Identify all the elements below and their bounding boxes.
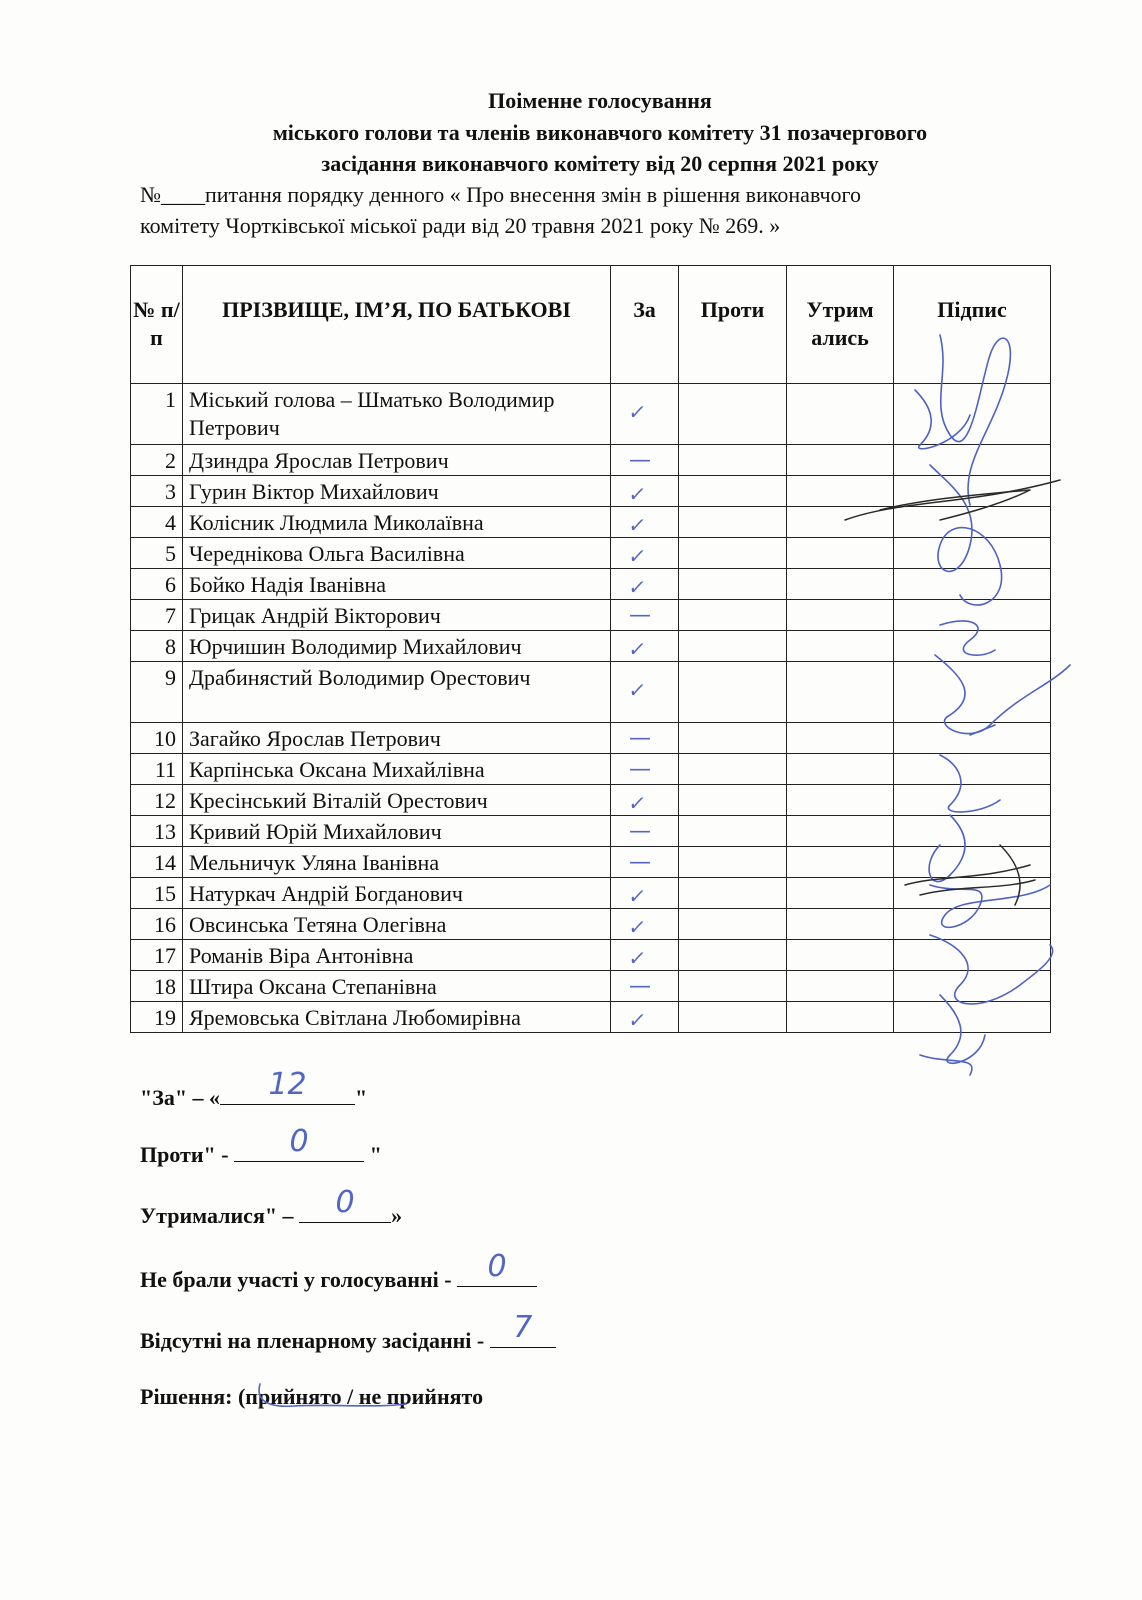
tally-ne-braly <box>140 1249 537 1295</box>
signature-cell <box>894 785 1051 816</box>
tally-utrym <box>140 1185 403 1231</box>
row-number: 13 <box>131 816 183 847</box>
doc-title-line2: міського голови та членів виконавчого комітету 31 позачергового <box>272 120 928 145</box>
tally-proty-label: Проти" - <box>140 1142 235 1167</box>
vote-proty-cell <box>679 476 787 507</box>
checkmark-icon: ✓ <box>626 544 648 568</box>
header-proty: Проти <box>679 266 787 384</box>
member-name: Кривий Юрій Михайлович <box>183 816 611 847</box>
vote-utrym-cell <box>787 662 894 723</box>
table-row <box>131 723 1051 754</box>
header-name: ПРІЗВИЩЕ, ІМ’Я, ПО БАТЬКОВІ <box>183 266 611 384</box>
table-row <box>131 847 1051 878</box>
vote-za-cell <box>611 785 679 816</box>
row-number: 7 <box>131 600 183 631</box>
row-number: 15 <box>131 878 183 909</box>
doc-title-line3: засідання виконавчого комітету від 20 серпня 2021 року <box>321 151 879 176</box>
vote-proty-cell <box>679 816 787 847</box>
signature-cell <box>894 847 1051 878</box>
row-number: 18 <box>131 971 183 1002</box>
table-row <box>131 878 1051 909</box>
vote-proty-cell <box>679 847 787 878</box>
vote-proty-cell <box>679 1002 787 1033</box>
vote-za-cell <box>611 878 679 909</box>
table-row <box>131 662 1051 723</box>
table-row <box>131 909 1051 940</box>
vote-proty-cell <box>679 785 787 816</box>
vote-proty-cell <box>679 662 787 723</box>
signature-cell <box>894 754 1051 785</box>
row-number: 17 <box>131 940 183 971</box>
checkmark-icon: ✓ <box>626 946 648 970</box>
table-row <box>131 476 1051 507</box>
member-name: Гурин Віктор Михайлович <box>183 476 611 507</box>
tally-utrym-end: » <box>391 1203 403 1228</box>
checkmark-icon: ✓ <box>626 1008 648 1032</box>
member-name: Драбинястий Володимир Орестович <box>183 662 611 723</box>
signature-cell <box>894 476 1051 507</box>
member-name: Дзиндра Ярослав Петрович <box>183 445 611 476</box>
header-za: За <box>611 266 679 384</box>
vote-za-cell <box>611 507 679 538</box>
dash-mark: — <box>629 603 651 628</box>
tally-vidsutni-field <box>490 1310 556 1348</box>
table-row <box>131 384 1051 445</box>
header-pidpys: Підпис <box>894 266 1051 384</box>
vote-utrym-cell <box>787 384 894 445</box>
agenda-subject <box>140 179 1070 241</box>
doc-title: Поіменне голосування <box>488 88 712 113</box>
table-row <box>131 1002 1051 1033</box>
header-num: № п/п <box>131 266 183 384</box>
vote-za-cell <box>611 569 679 600</box>
vote-proty-cell <box>679 507 787 538</box>
vote-proty-cell <box>679 569 787 600</box>
signature-cell <box>894 723 1051 754</box>
vote-proty-cell <box>679 723 787 754</box>
signature-cell <box>894 662 1051 723</box>
vote-utrym-cell <box>787 754 894 785</box>
vote-utrym-cell <box>787 569 894 600</box>
vote-utrym-cell <box>787 847 894 878</box>
tally-za-field <box>220 1067 355 1105</box>
vote-proty-cell <box>679 538 787 569</box>
signature-cell <box>894 971 1051 1002</box>
vote-utrym-cell <box>787 507 894 538</box>
signature-cell <box>894 816 1051 847</box>
table-row <box>131 507 1051 538</box>
table-row <box>131 940 1051 971</box>
checkmark-icon: ✓ <box>626 513 648 537</box>
vote-za-cell <box>611 1002 679 1033</box>
tally-proty <box>140 1124 382 1170</box>
checkmark-icon: ✓ <box>626 884 648 908</box>
vote-proty-cell <box>679 909 787 940</box>
vote-za-cell <box>611 662 679 723</box>
member-name: Мельничук Уляна Іванівна <box>183 847 611 878</box>
dash-mark: — <box>629 757 651 782</box>
row-number: 3 <box>131 476 183 507</box>
tally-utrym-field <box>299 1185 391 1223</box>
tally-za-value: 12 <box>268 1067 307 1102</box>
dash-mark: — <box>629 448 651 473</box>
signature-cell <box>894 569 1051 600</box>
vote-utrym-cell <box>787 476 894 507</box>
row-number: 8 <box>131 631 183 662</box>
row-number: 6 <box>131 569 183 600</box>
vote-za-cell <box>611 384 679 445</box>
signature-cell <box>894 878 1051 909</box>
tally-ne-braly-value: 0 <box>487 1249 507 1284</box>
member-name: Овсинська Тетяна Олегівна <box>183 909 611 940</box>
row-number: 19 <box>131 1002 183 1033</box>
vote-za-cell <box>611 600 679 631</box>
checkmark-icon: ✓ <box>626 637 648 661</box>
checkmark-icon: ✓ <box>626 791 648 815</box>
vote-za-cell <box>611 847 679 878</box>
signature-cell <box>894 909 1051 940</box>
row-number: 5 <box>131 538 183 569</box>
vote-za-cell <box>611 723 679 754</box>
vote-utrym-cell <box>787 878 894 909</box>
checkmark-icon: ✓ <box>626 482 648 506</box>
member-name: Міський голова – Шматько Володимир Петрович <box>183 384 611 445</box>
tally-proty-field <box>234 1124 364 1162</box>
vote-za-cell <box>611 631 679 662</box>
vote-utrym-cell <box>787 909 894 940</box>
vote-utrym-cell <box>787 785 894 816</box>
member-name: Кресінський Віталій Орестович <box>183 785 611 816</box>
vote-utrym-cell <box>787 538 894 569</box>
tally-za-end: " <box>355 1085 368 1110</box>
tally-za <box>140 1067 368 1113</box>
vote-za-cell <box>611 971 679 1002</box>
tally-proty-end: " <box>364 1142 382 1167</box>
agenda-subject-line1: №____питання порядку денного « Про внесення змін в рішення виконавчого <box>140 182 862 207</box>
voting-table <box>130 265 1051 1033</box>
tally-proty-value: 0 <box>289 1124 309 1159</box>
vote-utrym-cell <box>787 971 894 1002</box>
table-row <box>131 785 1051 816</box>
tally-vidsutni-label: Відсутні на пленарному засіданні - <box>140 1328 490 1353</box>
vote-utrym-cell <box>787 631 894 662</box>
vote-proty-cell <box>679 971 787 1002</box>
signature-cell <box>894 600 1051 631</box>
vote-utrym-cell <box>787 940 894 971</box>
signature-cell <box>894 940 1051 971</box>
signature-cell <box>894 507 1051 538</box>
vote-za-cell <box>611 754 679 785</box>
member-name: Колісник Людмила Миколаївна <box>183 507 611 538</box>
member-name: Бойко Надія Іванівна <box>183 569 611 600</box>
row-number: 4 <box>131 507 183 538</box>
tally-vidsutni <box>140 1310 556 1356</box>
vote-utrym-cell <box>787 445 894 476</box>
tally-ne-braly-label: Не брали участі у голосуванні - <box>140 1267 458 1292</box>
vote-utrym-cell <box>787 723 894 754</box>
table-row <box>131 971 1051 1002</box>
vote-proty-cell <box>679 384 787 445</box>
member-name: Штира Оксана Степанівна <box>183 971 611 1002</box>
table-row <box>131 538 1051 569</box>
tally-za-label: "За" – « <box>140 1085 221 1110</box>
dash-mark: — <box>629 726 651 751</box>
vote-za-cell <box>611 538 679 569</box>
vote-za-cell <box>611 445 679 476</box>
row-number: 12 <box>131 785 183 816</box>
dash-mark: — <box>629 819 651 844</box>
row-number: 11 <box>131 754 183 785</box>
checkmark-icon: ✓ <box>626 575 648 599</box>
row-number: 14 <box>131 847 183 878</box>
vote-utrym-cell <box>787 816 894 847</box>
vote-za-cell <box>611 909 679 940</box>
table-row <box>131 600 1051 631</box>
vote-utrym-cell <box>787 600 894 631</box>
vote-za-cell <box>611 476 679 507</box>
row-number: 9 <box>131 662 183 723</box>
table-header-row <box>131 266 1051 384</box>
member-name: Грицак Андрій Вікторович <box>183 600 611 631</box>
signature-cell <box>894 1002 1051 1033</box>
row-number: 1 <box>131 384 183 445</box>
vote-proty-cell <box>679 631 787 662</box>
vote-utrym-cell <box>787 1002 894 1033</box>
signature-cell <box>894 631 1051 662</box>
tally-vidsutni-value: 7 <box>513 1310 533 1345</box>
header-utrym: Утрим ались <box>787 266 894 384</box>
row-number: 10 <box>131 723 183 754</box>
member-name: Натуркач Андрій Богданович <box>183 878 611 909</box>
table-row <box>131 816 1051 847</box>
vote-proty-cell <box>679 878 787 909</box>
signature-cell <box>894 384 1051 445</box>
vote-proty-cell <box>679 600 787 631</box>
vote-proty-cell <box>679 754 787 785</box>
signature-cell <box>894 445 1051 476</box>
vote-proty-cell <box>679 940 787 971</box>
member-name: Романів Віра Антонівна <box>183 940 611 971</box>
vote-za-cell <box>611 816 679 847</box>
vote-proty-cell <box>679 445 787 476</box>
dash-mark: — <box>629 974 651 999</box>
table-row <box>131 445 1051 476</box>
member-name: Череднікова Ольга Василівна <box>183 538 611 569</box>
table-row <box>131 631 1051 662</box>
row-number: 16 <box>131 909 183 940</box>
checkmark-icon: ✓ <box>626 678 648 702</box>
tally-utrym-value: 0 <box>335 1185 355 1220</box>
member-name: Загайко Ярослав Петрович <box>183 723 611 754</box>
agenda-subject-line2: комітету Чортківської міської ради від 20 травня 2021 року № 269. » <box>140 213 781 238</box>
row-number: 2 <box>131 445 183 476</box>
tally-ne-braly-field <box>457 1249 537 1287</box>
table-row <box>131 569 1051 600</box>
checkmark-icon: ✓ <box>626 400 648 424</box>
decision-line: Рішення: (прийнято / не прийнято <box>140 1384 484 1409</box>
dash-mark: — <box>629 850 651 875</box>
member-name: Яремовська Світлана Любомирівна <box>183 1002 611 1033</box>
table-row <box>131 754 1051 785</box>
checkmark-icon: ✓ <box>626 915 648 939</box>
member-name: Карпінська Оксана Михайлівна <box>183 754 611 785</box>
vote-za-cell <box>611 940 679 971</box>
tally-utrym-label: Утрималися" – <box>140 1203 300 1228</box>
signature-cell <box>894 538 1051 569</box>
member-name: Юрчишин Володимир Михайлович <box>183 631 611 662</box>
